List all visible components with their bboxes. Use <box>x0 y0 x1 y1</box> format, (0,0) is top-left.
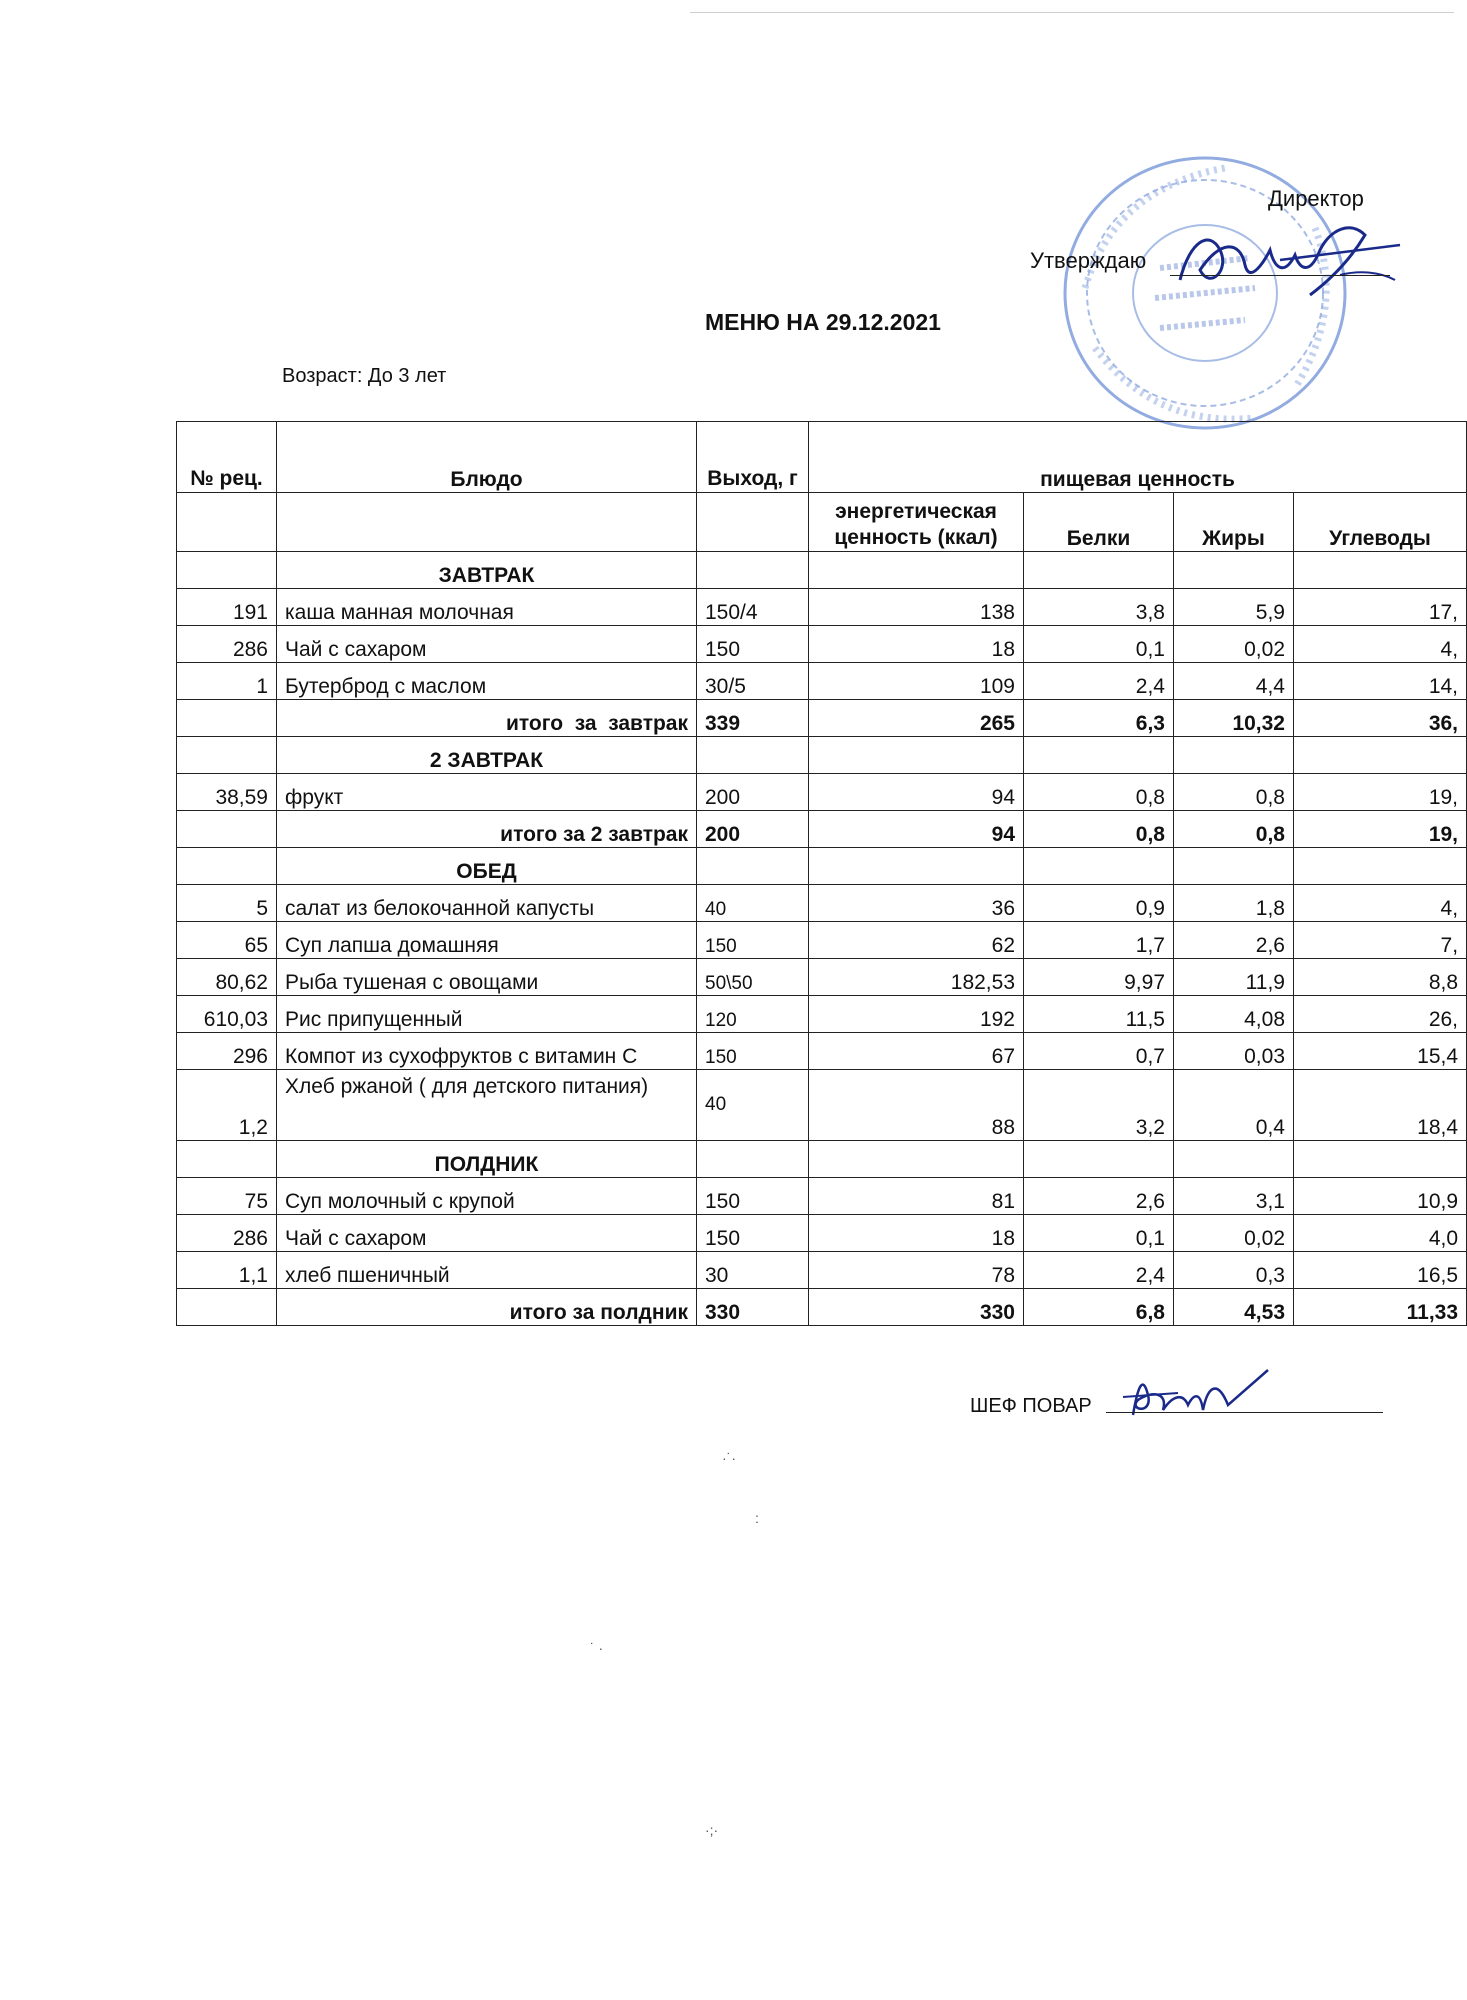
scan-edge-line <box>690 12 1454 13</box>
section-row <box>177 737 1467 774</box>
chef-signature <box>1118 1365 1278 1425</box>
approval-role: Директор <box>1268 186 1364 211</box>
col-protein: Белки <box>1024 493 1174 552</box>
section-title-snack: ПОЛДНИК <box>277 1141 697 1178</box>
menu-table <box>176 421 1467 1326</box>
col-energy: энергетическая ценность (ккал) <box>809 493 1024 552</box>
table-row: 286 Чай с сахаром 150 18 0,1 0,02 4,0 <box>177 1215 1467 1252</box>
director-signature <box>1150 200 1410 310</box>
col-dish: Блюдо <box>277 422 697 493</box>
table-row: 1,2 Хлеб ржаной ( для детского питания) 40 88 3,2 0,4 18,4 <box>177 1070 1467 1141</box>
age-group: Возраст: До 3 лет <box>282 365 447 387</box>
scan-speck: ˙ · <box>590 1640 604 1656</box>
table-row: 286 Чай с сахаром 150 18 0,1 0,02 4, <box>177 626 1467 663</box>
table-header-row <box>177 422 1467 493</box>
chef-signature-line <box>1106 1412 1383 1413</box>
col-yield: Выход, г <box>697 422 809 493</box>
scan-speck: : <box>755 1510 759 1526</box>
section-row <box>177 848 1467 885</box>
table-row: 1 Бутерброд с маслом 30/5 109 2,4 4,4 14, <box>177 663 1467 700</box>
section-row <box>177 1141 1467 1178</box>
chef-label: ШЕФ ПОВАР <box>970 1395 1092 1417</box>
table-subheader-row <box>177 493 1467 552</box>
table-row: 1,1 хлеб пшеничный 30 78 2,4 0,3 16,5 <box>177 1252 1467 1289</box>
total-label: итого за полдник <box>277 1289 697 1326</box>
table-row: 38,59 фрукт 200 94 0,8 0,8 19, <box>177 774 1467 811</box>
col-carbs: Углеводы <box>1294 493 1467 552</box>
page-title: МЕНЮ НА 29.12.2021 <box>705 309 941 335</box>
col-nutrition: пищевая ценность <box>809 422 1467 493</box>
total-row: итого за полдник 330 330 6,8 4,53 11,33 <box>177 1289 1467 1326</box>
col-fat: Жиры <box>1174 493 1294 552</box>
section-title-breakfast2: 2 ЗАВТРАК <box>277 737 697 774</box>
scan-speck: ·;· <box>705 1822 719 1838</box>
total-label: итого за 2 завтрак <box>277 811 697 848</box>
table-row: 610,03 Рис припущенный 120 192 11,5 4,08 26, <box>177 996 1467 1033</box>
section-title-breakfast: ЗАВТРАК <box>277 552 697 589</box>
col-rec-no: № рец. <box>177 422 277 493</box>
total-label: итого за завтрак <box>277 700 697 737</box>
total-row: итого за 2 завтрак 200 94 0,8 0,8 19, <box>177 811 1467 848</box>
table-row: 296 Компот из сухофруктов с витамин С 150 67 0,7 0,03 15,4 <box>177 1033 1467 1070</box>
section-title-lunch: ОБЕД <box>277 848 697 885</box>
table-row: 65 Суп лапша домашняя 150 62 1,7 2,6 7, <box>177 922 1467 959</box>
scan-speck: ·˙· <box>722 1450 736 1466</box>
section-row <box>177 552 1467 589</box>
approval-signature-line <box>1170 275 1390 276</box>
total-row: итого за завтрак 339 265 6,3 10,32 36, <box>177 700 1467 737</box>
table-row: 80,62 Рыба тушеная с овощами 50\50 182,53 9,97 11,9 8,8 <box>177 959 1467 996</box>
table-row: 191 каша манная молочная 150/4 138 3,8 5,9 17, <box>177 589 1467 626</box>
approval-verb: Утверждаю <box>1030 248 1147 273</box>
table-row: 5 салат из белокочанной капусты 40 36 0,9 1,8 4, <box>177 885 1467 922</box>
table-row: 75 Суп молочный с крупой 150 81 2,6 3,1 10,9 <box>177 1178 1467 1215</box>
